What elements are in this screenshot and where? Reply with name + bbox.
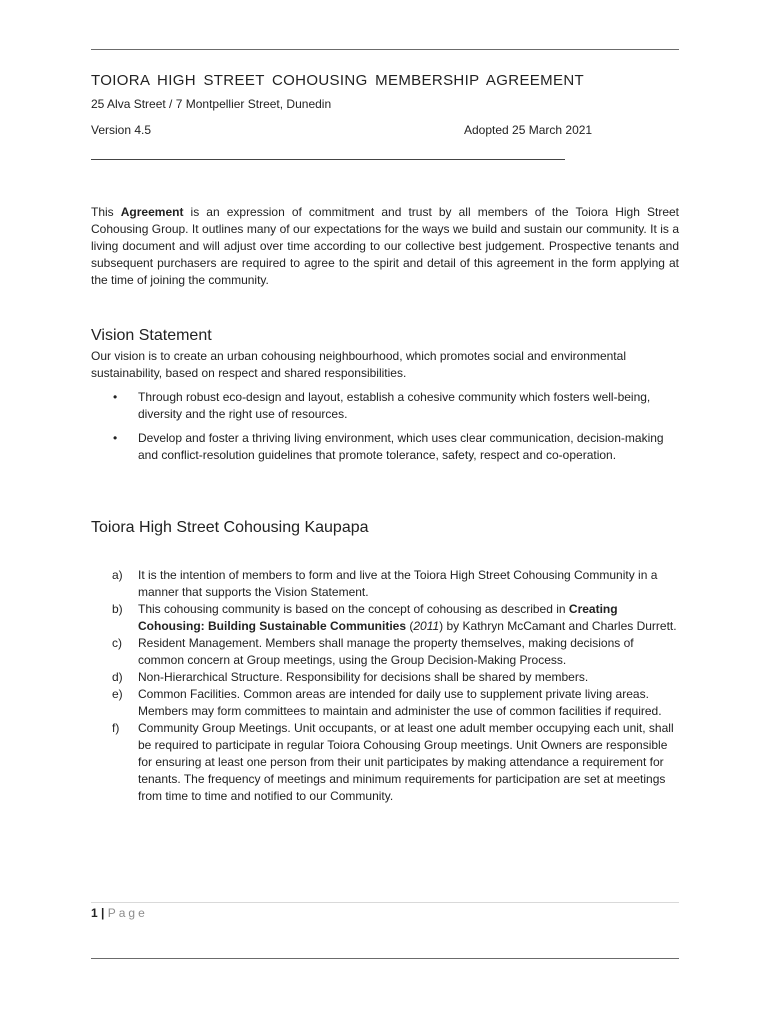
page-label: Page	[107, 906, 148, 920]
page-footer	[91, 906, 148, 920]
list-item	[91, 567, 679, 601]
list-marker: b)	[112, 602, 123, 616]
underscore-divider	[91, 159, 565, 160]
document-address: 25 Alva Street / 7 Montpellier Street, Dunedin	[91, 97, 332, 111]
list-item-text-pre: This cohousing community is based on the concept of cohousing as described in	[138, 602, 569, 616]
list-marker: a)	[112, 568, 123, 582]
intro-pre: This	[91, 205, 121, 219]
page-separator: |	[97, 906, 108, 920]
bullet-text: Develop and foster a thriving living environment, which uses clear communication, decision-making and conflict-resolution guidelines that promote tolerance, safety, respect and co-operation.	[138, 431, 664, 462]
list-item	[91, 686, 679, 720]
list-item	[91, 635, 679, 669]
list-item	[91, 430, 679, 464]
kaupapa-heading: Toiora High Street Cohousing Kaupapa	[91, 519, 369, 536]
list-item-text: Resident Management. Members shall manage the property themselves, making decisions of common concern at Group meetings, using the Group Decision-Making Process.	[138, 636, 634, 667]
list-item-text: Non-Hierarchical Structure. Responsibility for decisions shall be shared by members.	[138, 670, 589, 684]
intro-paragraph	[91, 204, 679, 289]
document-version: Version 4.5	[91, 123, 152, 137]
list-item	[91, 720, 679, 805]
vision-heading: Vision Statement	[91, 327, 212, 344]
intro-bold-term: Agreement	[120, 205, 184, 219]
document-title: TOIORA HIGH STREET COHOUSING MEMBERSHIP AGREEMENT	[91, 72, 585, 89]
list-marker: f)	[112, 721, 120, 735]
vision-text: Our vision is to create an urban cohousing neighbourhood, which promotes social and environmental sustainability, based on respect and shared responsibilities.	[91, 349, 626, 380]
list-marker: c)	[112, 636, 122, 650]
bullet-icon: •	[113, 390, 118, 404]
list-item-text-mid: (	[406, 619, 414, 633]
list-item-text-post: ) by Kathryn McCamant and Charles Durrett.	[439, 619, 677, 633]
list-item-text: Community Group Meetings. Unit occupants, or at least one adult member occupying each unit, shall be required to participate in regular Toiora Cohousing Group meetings. Unit Owners are responsible for ensuring at least one person from their unit participates by making attendance a requirement for tenants. The frequency of meetings and minimum requirements for participation are set at meetings from time to time and notified to our Community.	[138, 721, 674, 803]
header-rule	[91, 49, 679, 50]
footer-rule	[91, 902, 679, 903]
list-item-text: It is the intention of members to form and live at the Toiora High Street Cohousing Community in a manner that supports the Vision Statement.	[138, 568, 658, 599]
bullet-icon: •	[113, 431, 118, 445]
document-adopted-date: Adopted 25 March 2021	[464, 123, 593, 137]
list-item-text: Common Facilities. Common areas are intended for daily use to supplement private living areas. Members may form committees to maintain and administer the use of common facilities if required.	[138, 687, 662, 718]
book-title: Creating Cohousing: Building Sustainable Communities	[138, 602, 618, 633]
list-item	[91, 669, 679, 686]
bottom-rule	[91, 958, 679, 959]
book-year: 2011	[413, 619, 440, 633]
list-marker: d)	[112, 670, 123, 684]
bullet-text: Through robust eco-design and layout, establish a cohesive community which fosters well-being, diversity and the right use of resources.	[138, 390, 651, 421]
list-item	[91, 389, 679, 423]
vision-bullet-list	[91, 389, 679, 471]
list-item	[91, 601, 679, 635]
page-number: 1	[91, 906, 98, 920]
list-marker: e)	[112, 687, 123, 701]
intro-post: is an expression of commitment and trust by all members of the Toiora High Street Cohousing Group. It outlines many of our expectations for the ways we build and sustain our community. It is a living document and will adjust over time according to our collective best judgement. Prospective tenants and subsequent purchasers are required to agree to the spirit and detail of this agreement in the form applying at the time of joining the community.	[91, 205, 679, 287]
kaupapa-list	[91, 567, 679, 805]
